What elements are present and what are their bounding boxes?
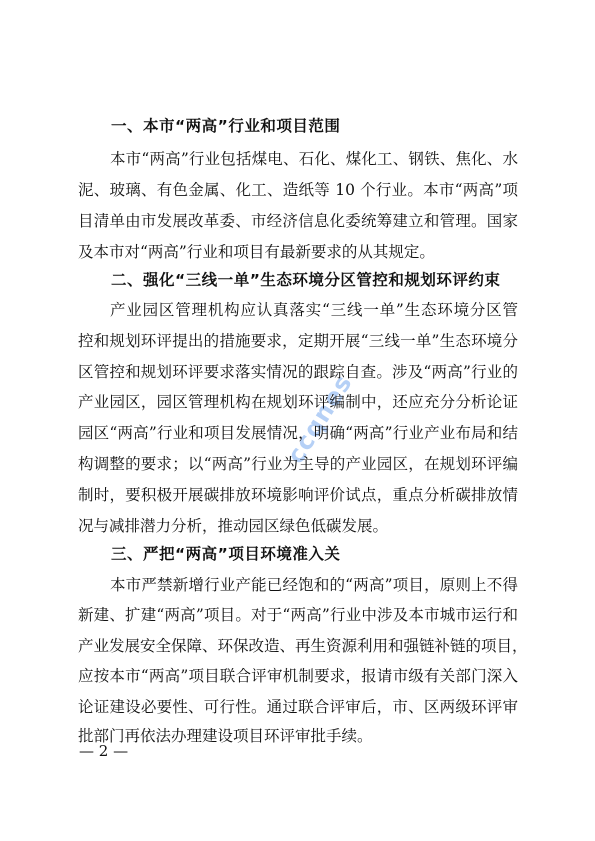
paragraph-line: 构调整的要求；以“两高”行业为主导的产业园区，在规划环评编 (78, 455, 518, 473)
section-3-heading: 三、严把“两高”项目环境准入关 (111, 545, 341, 563)
page-number: — 2 — (79, 742, 129, 760)
paragraph-line: 本市严禁新增行业产能已经饱和的“两高”项目，原则上不得 (110, 576, 518, 594)
paragraph-line: 产业园区管理机构应认真落实“三线一单”生态环境分区管 (110, 301, 518, 319)
section-1-heading: 一、本市“两高”行业和项目范围 (111, 117, 341, 135)
section-2-heading: 二、强化“三线一单”生态环境分区管控和规划环评约束 (111, 271, 501, 289)
paragraph-line: 目清单由市发展改革委、市经济信息化委统筹建立和管理。国家 (78, 212, 518, 230)
paragraph-line: 应按本市“两高”项目联合评审机制要求，报请市级有关部门深入 (78, 667, 518, 685)
paragraph-line: 及本市对“两高”行业和项目有最新要求的从其规定。 (78, 243, 435, 261)
watermark-stamp: ccqnes (281, 369, 358, 469)
paragraph-line: 园区“两高”行业和项目发展情况，明确“两高”行业产业布局和结 (78, 424, 518, 442)
paragraph-line: 泥、玻璃、有色金属、化工、造纸等 10 个行业。本市“两高”项 (78, 181, 518, 199)
paragraph-line: 产业发展安全保障、环保改造、再生资源利用和强链补链的项目， (78, 637, 528, 655)
paragraph-line: 制时，要积极开展碳排放环境影响评价试点，重点分析碳排放情 (78, 486, 518, 504)
paragraph-line: 控和规划环评提出的措施要求，定期开展“三线一单”生态环境分 (78, 332, 518, 350)
paragraph-line: 新建、扩建“两高”项目。对于“两高”行业中涉及本市城市运行和 (78, 606, 518, 624)
paragraph-line: 论证建设必要性、可行性。通过联合评审后，市、区两级环评审 (78, 698, 518, 716)
paragraph-line: 区管控和规划环评要求落实情况的跟踪自查。涉及“两高”行业的 (78, 363, 518, 381)
paragraph-line: 本市“两高”行业包括煤电、石化、煤化工、钢铁、焦化、水 (110, 150, 518, 168)
paragraph-line: 批部门再依法办理建设项目环评审批手续。 (78, 727, 373, 745)
paragraph-line: 产业园区，园区管理机构在规划环评编制中，还应充分分析论证 (78, 393, 518, 411)
paragraph-line: 况与减排潜力分析，推动园区绿色低碳发展。 (78, 517, 389, 535)
